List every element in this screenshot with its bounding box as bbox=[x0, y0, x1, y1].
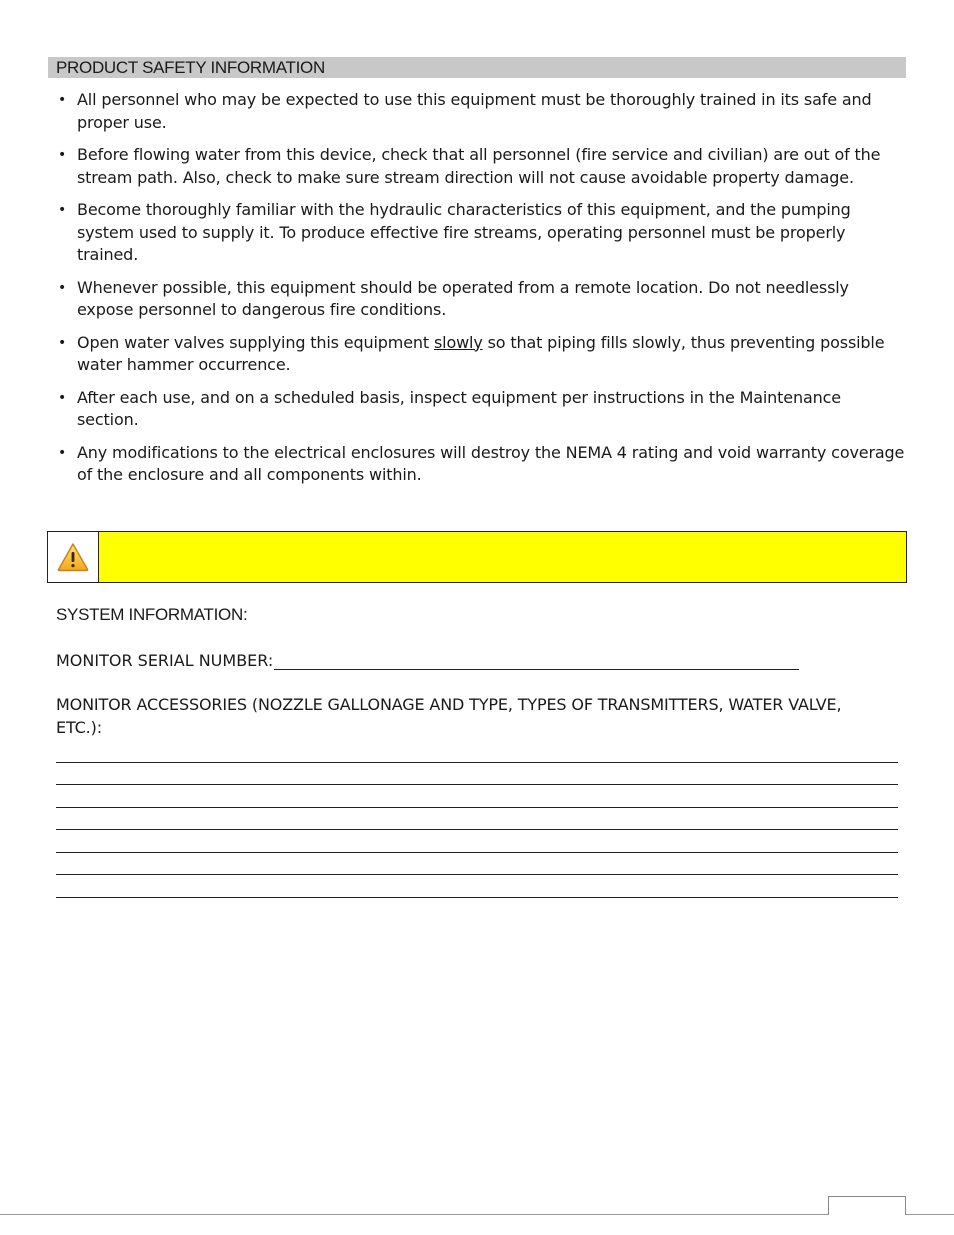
bullet-glyph: • bbox=[58, 147, 67, 163]
warning-callout bbox=[47, 531, 907, 583]
accessories-blank-lines bbox=[56, 740, 898, 898]
blank-line bbox=[56, 763, 898, 786]
page-number-tab bbox=[828, 1196, 906, 1215]
bullet-text: Become thoroughly familiar with the hydraulic characteristics of this equipment, and the pumping system used to supply it. To produce effective fire streams, operating personnel must be properly trained. bbox=[77, 200, 851, 264]
serial-number-label: MONITOR SERIAL NUMBER: bbox=[56, 651, 274, 670]
list-item bbox=[56, 199, 906, 267]
list-item bbox=[56, 332, 906, 377]
section-heading-system-information: SYSTEM INFORMATION: bbox=[56, 605, 248, 624]
bullet-text: All personnel who may be expected to use this equipment must be thoroughly trained in its safe and proper use. bbox=[77, 90, 872, 132]
footer-rule bbox=[0, 1214, 954, 1215]
warning-icon-cell bbox=[48, 532, 99, 582]
emphasis-slowly: slowly bbox=[433, 332, 483, 352]
accessories-label: MONITOR ACCESSORIES (NOZZLE GALLONAGE AND TYPE, TYPES OF TRANSMITTERS, WATER VALVE, ETC.): bbox=[56, 695, 842, 737]
blank-line bbox=[56, 785, 898, 808]
blank-line bbox=[56, 853, 898, 876]
list-item bbox=[56, 387, 906, 432]
serial-number-row bbox=[56, 650, 799, 670]
bullet-text-pre: Open water valves supplying this equipment bbox=[77, 332, 434, 352]
bullet-glyph: • bbox=[58, 334, 67, 351]
list-item bbox=[56, 277, 906, 322]
warning-triangle-icon bbox=[57, 542, 89, 572]
list-item bbox=[56, 144, 906, 189]
bullet-text: Whenever possible, this equipment should be operated from a remote location. Do not needlessly expose personnel to dangerous fire conditions. bbox=[77, 277, 849, 319]
bullet-glyph: • bbox=[58, 279, 67, 296]
safety-bullet-list bbox=[56, 89, 906, 497]
bullet-glyph: • bbox=[58, 202, 67, 218]
bullet-text: Before flowing water from this device, check that all personnel (fire service and civilian) are out of the stream path. Also, check to make sure stream direction will not cause avoidable property damage. bbox=[77, 145, 881, 187]
bullet-text-post: so that piping fills slowly, thus preventing possible water hammer occurrence. bbox=[77, 332, 885, 374]
bullet-text: After each use, and on a scheduled basis, inspect equipment per instructions in the Maintenance section. bbox=[77, 387, 841, 429]
bullet-text: Any modifications to the electrical enclosures will destroy the NEMA 4 rating and void warranty coverage of the enclosure and all components within. bbox=[77, 442, 905, 484]
bullet-glyph: • bbox=[58, 92, 67, 108]
blank-line bbox=[56, 740, 898, 763]
blank-line bbox=[56, 808, 898, 831]
list-item bbox=[56, 89, 906, 134]
blank-line bbox=[56, 875, 898, 898]
section-heading-product-safety: PRODUCT SAFETY INFORMATION bbox=[48, 57, 906, 78]
blank-line bbox=[56, 830, 898, 853]
bullet-glyph: • bbox=[58, 444, 67, 461]
bullet-glyph: • bbox=[58, 389, 67, 406]
warning-text bbox=[99, 532, 906, 582]
list-item bbox=[56, 442, 906, 487]
serial-number-blank bbox=[274, 650, 799, 670]
